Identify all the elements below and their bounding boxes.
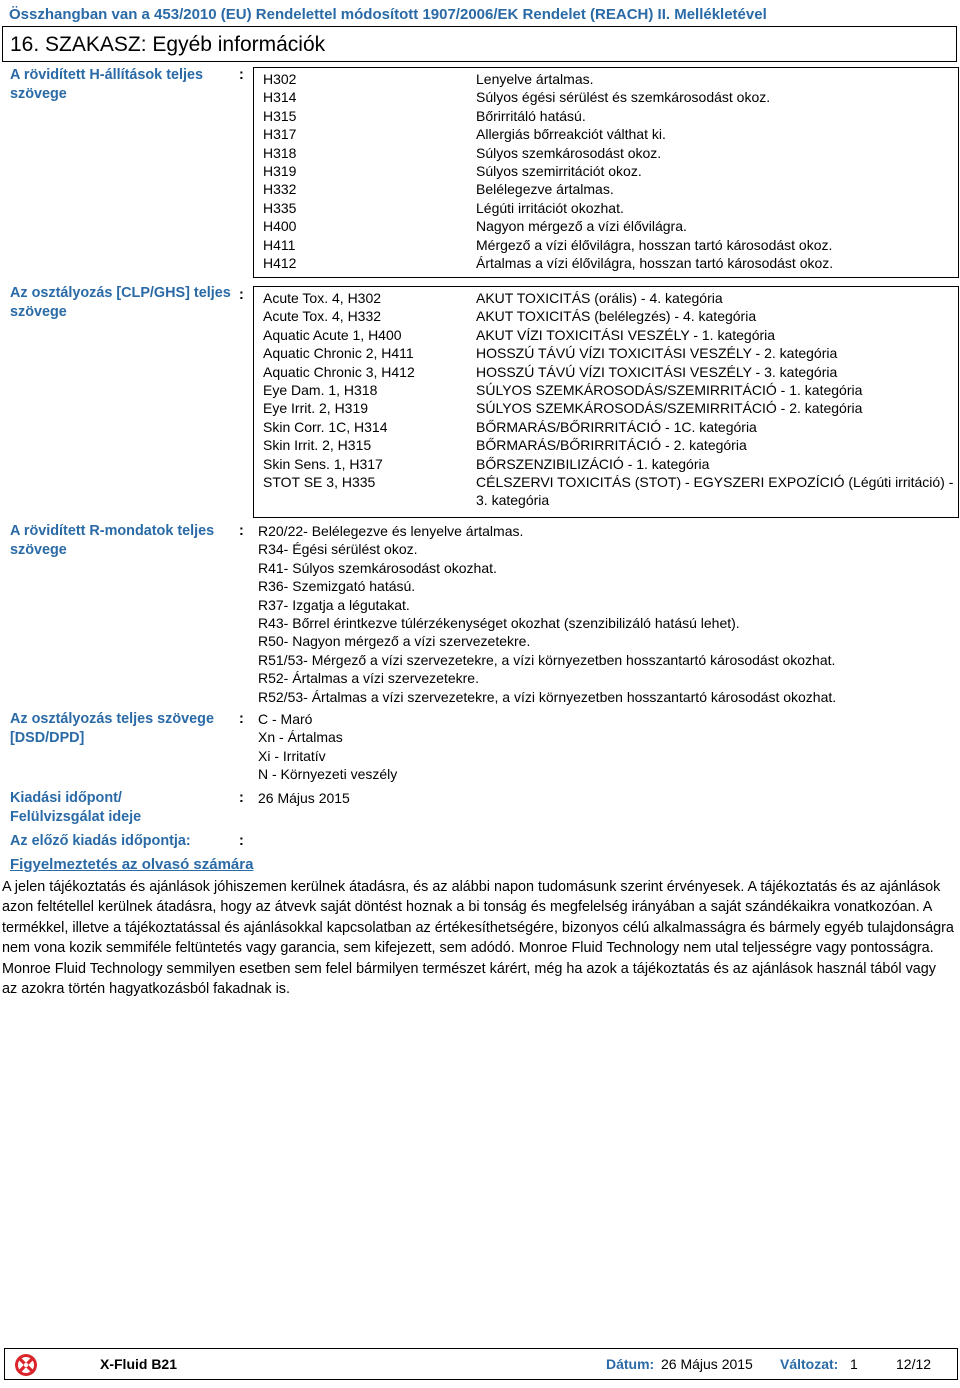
clp-code: Eye Irrit. 2, H319 (263, 400, 369, 417)
date-value: 26 Május 2015 (661, 1356, 753, 1372)
clp-text: BŐRMARÁS/BŐRIRRITÁCIÓ - 2. kategória (476, 437, 747, 454)
h-statements-label: A rövidített H-állítások teljes szövege (10, 67, 203, 102)
date-label: Dátum: (606, 1356, 655, 1372)
h-code: H412 (263, 255, 297, 272)
colon: : (239, 287, 244, 303)
clp-code: Aquatic Chronic 3, H412 (263, 363, 415, 380)
r-phrases-list (258, 522, 958, 706)
colon: : (239, 833, 244, 849)
section-title: 16. SZAKASZ: Egyéb információk (10, 33, 326, 56)
h-text: Súlyos szemirritációt okoz. (476, 163, 642, 180)
issue-date-value (258, 789, 958, 807)
h-code: H400 (263, 218, 297, 235)
clp-text: BŐRMARÁS/BŐRIRRITÁCIÓ - 1C. kategória (476, 418, 757, 435)
h-code: H332 (263, 181, 297, 198)
warning-title: Figyelmeztetés az olvasó számára (10, 856, 254, 873)
h-text: Mérgező a vízi élővilágra, hosszan tartó károsodást okoz. (476, 236, 833, 253)
h-code: H335 (263, 199, 297, 216)
h-code: H411 (263, 236, 296, 253)
dsd-label: Az osztályozás teljes szövege [DSD/DPD] (10, 711, 214, 746)
clp-text: BŐRSZENZIBILIZÁCIÓ - 1. kategória (476, 455, 710, 472)
h-text: Légúti irritációt okozhat. (476, 199, 624, 216)
previous-issue-label: Az előző kiadás időpontja: (10, 833, 191, 849)
clp-code: STOT SE 3, H335 (263, 474, 376, 491)
page-number: 12/12 (896, 1356, 932, 1372)
h-text: Ártalmas a vízi élővilágra, hosszan tartó károsodást okoz. (476, 255, 834, 272)
monroe-logo-icon (14, 1353, 38, 1377)
h-text: Belélegezve ártalmas. (476, 181, 614, 198)
h-code: H315 (263, 107, 297, 124)
clp-label: Az osztályozás [CLP/GHS] teljes szövege (10, 285, 231, 320)
clp-box (253, 286, 959, 518)
r-phrase: R43- Bőrrel érintkezve túlérzékenységet okozhat (szenzibilizáló hatású lehet). (258, 615, 740, 632)
dsd-item: Xi - Irritatív (258, 747, 326, 764)
issue-date-text: 26 Május 2015 (258, 790, 350, 806)
h-text: Nagyon mérgező a vízi élővilágra. (476, 218, 687, 235)
h-codes-column (263, 70, 473, 272)
h-text: Súlyos égési sérülést és szemkárosodást okoz. (476, 89, 771, 106)
dsd-item: N - Környezeti veszély (258, 766, 398, 783)
clp-code: Skin Irrit. 2, H315 (263, 437, 372, 454)
dsd-item: Xn - Ártalmas (258, 729, 343, 746)
product-name: X-Fluid B21 (100, 1356, 178, 1372)
colon: : (239, 523, 244, 539)
h-code: H318 (263, 144, 297, 161)
r-phrase: R51/53- Mérgező a vízi szervezetekre, a vízi környezetben hosszantartó károsodást okozhat. (258, 651, 836, 668)
dsd-list (258, 710, 958, 784)
colon: : (239, 67, 244, 83)
clp-code: Skin Corr. 1C, H314 (263, 418, 388, 435)
clp-text: CÉLSZERVI TOXICITÁS (STOT) - EGYSZERI EXPOZÍCIÓ (Légúti irritáció) - 3. kategória (476, 474, 954, 509)
clp-text: AKUT TOXICITÁS (belélegzés) - 4. kategória (476, 308, 757, 325)
h-text: Súlyos szemkárosodást okoz. (476, 144, 662, 161)
clp-text: AKUT TOXICITÁS (orális) - 4. kategória (476, 290, 723, 306)
clp-code: Aquatic Acute 1, H400 (263, 326, 402, 343)
h-text: Allergiás bőrreakciót válthat ki. (476, 126, 666, 143)
clp-code: Aquatic Chronic 2, H411 (263, 345, 414, 362)
clp-codes-column (263, 289, 473, 491)
regulation-header: Összhangban van a 453/2010 (EU) Rendelettel módosított 1907/2006/EK Rendelet (REACH) II. Mellékletével (9, 6, 767, 23)
h-code: H317 (263, 126, 297, 143)
version-value: 1 (850, 1356, 858, 1372)
colon: : (239, 711, 244, 727)
r-phrase: R36- Szemizgató hatású. (258, 578, 416, 595)
h-code: H319 (263, 163, 297, 180)
h-code: H314 (263, 89, 297, 106)
r-phrase: R41- Súlyos szemkárosodást okozhat. (258, 559, 497, 576)
r-phrase: R37- Izgatja a légutakat. (258, 596, 410, 613)
r-phrase: R34- Égési sérülést okoz. (258, 541, 418, 558)
h-text: Bőrirritáló hatású. (476, 107, 586, 124)
issue-date-label: Kiadási időpont/ Felülvizsgálat ideje (10, 790, 142, 825)
clp-code: Acute Tox. 4, H332 (263, 308, 382, 325)
clp-text: SÚLYOS SZEMKÁROSODÁS/SZEMIRRITÁCIÓ - 1. kategória (476, 382, 863, 399)
clp-texts-column (476, 289, 954, 510)
section-title-box (2, 26, 957, 62)
dsd-item: C - Maró (258, 711, 313, 727)
clp-text: HOSSZÚ TÁVÚ VÍZI TOXICITÁSI VESZÉLY - 3. kategória (476, 363, 838, 380)
h-statements-box (253, 67, 959, 278)
r-phrase: R50- Nagyon mérgező a vízi szervezetekre. (258, 633, 531, 650)
colon: : (239, 790, 244, 806)
r-phrase: R20/22- Belélegezve és lenyelve ártalmas. (258, 523, 524, 539)
clp-code: Eye Dam. 1, H318 (263, 382, 378, 399)
clp-text: SÚLYOS SZEMKÁROSODÁS/SZEMIRRITÁCIÓ - 2. kategória (476, 400, 863, 417)
clp-text: HOSSZÚ TÁVÚ VÍZI TOXICITÁSI VESZÉLY - 2. kategória (476, 345, 838, 362)
clp-text: AKUT VÍZI TOXICITÁSI VESZÉLY - 1. kategória (476, 326, 776, 343)
r-phrases-label: A rövidített R-mondatok teljes szövege (10, 523, 215, 558)
h-text: Lenyelve ártalmas. (476, 71, 594, 87)
clp-code: Skin Sens. 1, H317 (263, 455, 383, 472)
version-label: Változat: (780, 1356, 839, 1372)
clp-code: Acute Tox. 4, H302 (263, 290, 382, 306)
r-phrase: R52- Ártalmas a vízi szervezetekre. (258, 670, 479, 687)
r-phrase: R52/53- Ártalmas a vízi szervezetekre, a vízi környezetben hosszantartó károsodást okozhat. (258, 688, 837, 705)
h-code: H302 (263, 71, 297, 87)
h-texts-column (476, 70, 954, 272)
disclaimer-text: A jelen tájékoztatás és ajánlások jóhiszemen kerülnek átadásra, és az alábbi napon tudomásunk szerint érvényesek. A tájékoztatás és az ajánlások azon feltétellel kerülnek átadásra, hogy az átvevk saját döntést hoznak a bi tonság és megfelelség irányában a saját szándékaikra vonatkozóan. A termékkel, illetve a tájékoztatással és ajánlásokkal kapcsolatban az értékesíthetségére, bizonyos célú alkalmasságra és bármely egyéb tulajdonságra nem vona kozik semmiféle feltüntetés vagy garancia, sem kifejezett, sem adódó. Monroe Fluid Technology nem utal teljességre vagy pontosságra. Monroe Fluid Technology semmilyen esetben sem felel bármilyen természet kárért, még ha azok a tájékoztatás és az ajánlások használ tából vagy az azokra történ hagyatkozásból fakadnak is. (2, 879, 954, 998)
page-footer (4, 1348, 958, 1380)
